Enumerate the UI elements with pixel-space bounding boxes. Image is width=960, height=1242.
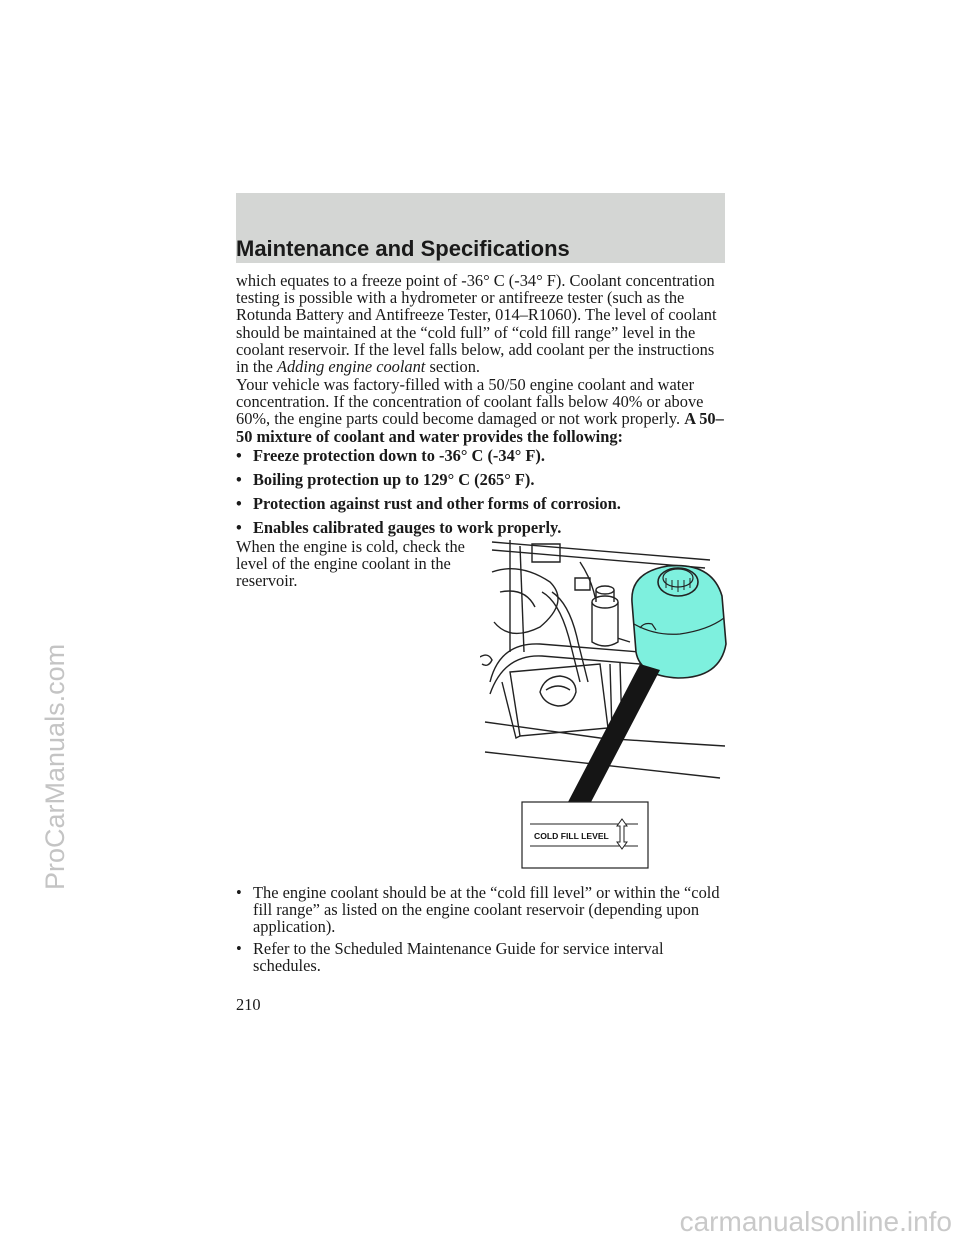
list-item-text: Protection against rust and other forms of corrosion.	[253, 494, 621, 513]
bullet-dot: •	[236, 939, 242, 958]
paragraph-check-level: When the engine is cold, check the level of the engine coolant in the reservoir.	[236, 537, 465, 591]
list-item-text: Freeze protection down to -36° C (-34° F).	[253, 446, 545, 465]
list-item	[236, 495, 728, 512]
paragraph-factory-fill	[236, 376, 728, 445]
list-item-text: Boiling protection up to 129° C (265° F).	[253, 470, 535, 489]
bullet-dot: •	[236, 470, 242, 489]
bullet-dot: •	[236, 883, 242, 902]
coolant-reservoir-illustration	[480, 532, 730, 872]
list-item	[236, 471, 728, 488]
bullet-dot: •	[236, 518, 242, 537]
bullet-dot: •	[236, 494, 242, 513]
bullet-list-benefits-1	[236, 447, 728, 464]
coolant-reservoir	[632, 566, 726, 678]
callout-pointer	[568, 664, 660, 804]
bullet-list-fill-level	[236, 884, 728, 936]
bullet-list-maintenance-guide	[236, 940, 728, 974]
bullet-list-benefits-3	[236, 495, 728, 512]
adding-coolant-reference: Adding engine coolant	[276, 357, 426, 377]
list-item	[236, 447, 728, 464]
bullet-dot: •	[236, 446, 242, 465]
list-item	[236, 884, 728, 936]
paragraph-factory-fill-text: Your vehicle was factory-filled with a 50/50 engine coolant and water concentration. If the concentration of coolant falls below 40% or above 60%, the engine parts could become damaged or not work properly.	[236, 375, 704, 429]
brake-fluid-reservoir	[592, 586, 618, 646]
side-watermark: ProCarManuals.com	[40, 643, 70, 890]
paragraph-freeze-point-text: which equates to a freeze point of -36° C (-34° F). Coolant concentration testing is possible with a hydrometer or antifreeze tester (such as the Rotunda Battery and Antifreeze Tester, 014–R1060). The level of coolant should be maintained at the “cold full” of “cold fill range” level in the coolant reservoir. If the level falls below, add coolant per the instructions in the	[236, 271, 717, 377]
paragraph-freeze-point	[236, 272, 728, 375]
list-item-text: Enables calibrated gauges to work properly.	[253, 518, 562, 537]
page-number: 210	[236, 995, 261, 1014]
paragraph-freeze-point-end: section.	[429, 357, 481, 377]
list-item-text: The engine coolant should be at the “cold fill level” or within the “cold fill range” as listed on the engine coolant reservoir (depending upon application).	[253, 883, 720, 937]
list-item	[236, 940, 728, 974]
bullet-list-benefits-2	[236, 471, 728, 488]
section-title: Maintenance and Specifications	[236, 236, 570, 261]
cold-fill-level-label: COLD FILL LEVEL	[534, 831, 609, 841]
paragraph-factory-fill-bold: A 50–50 mixture of coolant and water provides the following:	[236, 409, 724, 446]
footer-watermark: carmanualsonline.info	[679, 1206, 952, 1237]
list-item-text: Refer to the Scheduled Maintenance Guide for service interval schedules.	[253, 939, 664, 976]
